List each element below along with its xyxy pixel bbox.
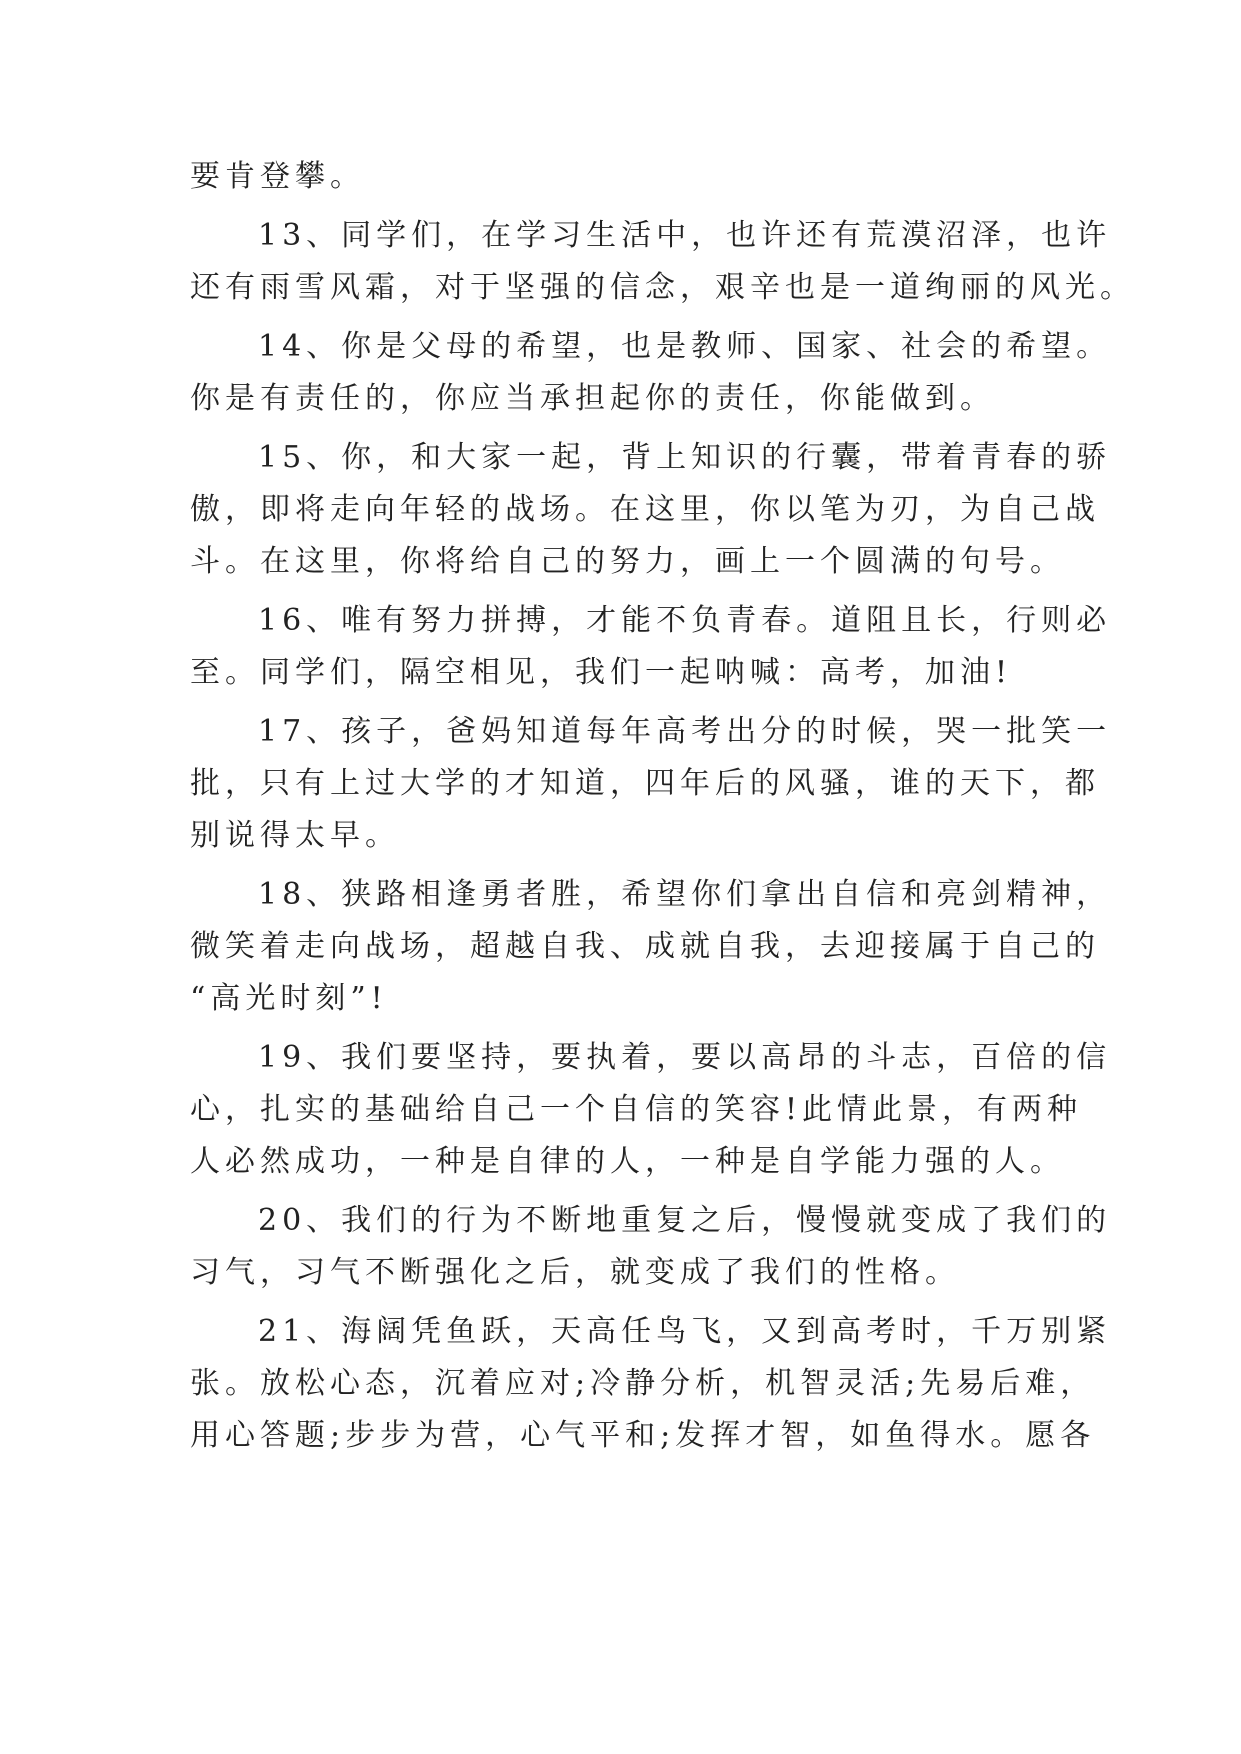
text-line: 至。同学们，隔空相见，我们一起呐喊：高考，加油!	[190, 655, 1013, 690]
paragraph-19-start: 19、我们要坚持，要执着，要以高昂的斗志，百倍的信	[258, 1040, 1112, 1075]
paragraph-17-start: 17、孩子，爸妈知道每年高考出分的时候，哭一批笑一	[258, 714, 1112, 749]
text-line: 心，扎实的基础给自己一个自信的笑容!此情此景，有两种	[190, 1092, 1083, 1127]
text-line: 用心答题;步步为营，心气平和;发挥才智，如鱼得水。愿各	[190, 1418, 1096, 1453]
text-line: 斗。在这里，你将给自己的努力，画上一个圆满的句号。	[190, 544, 1065, 579]
paragraph-20-start: 20、我们的行为不断地重复之后，慢慢就变成了我们的	[258, 1203, 1112, 1238]
text-line: 批，只有上过大学的才知道，四年后的风骚，谁的天下，都	[190, 766, 1100, 801]
text-line: “高光时刻”!	[190, 981, 388, 1016]
paragraph-13-start: 13、同学们，在学习生活中，也许还有荒漠沼泽，也许	[258, 218, 1112, 253]
text-line: 要肯登攀。	[190, 159, 365, 194]
text-line: 还有雨雪风霜，对于坚强的信念，艰辛也是一道绚丽的风光。	[190, 270, 1135, 305]
text-line: 人必然成功，一种是自律的人，一种是自学能力强的人。	[190, 1144, 1065, 1179]
paragraph-16-start: 16、唯有努力拼搏，才能不负青春。道阻且长，行则必	[258, 603, 1112, 638]
paragraph-15-start: 15、你，和大家一起，背上知识的行囊，带着青春的骄	[258, 440, 1112, 475]
text-line: 微笑着走向战场，超越自我、成就自我，去迎接属于自己的	[190, 929, 1100, 964]
paragraph-21-start: 21、海阔凭鱼跃，天高任鸟飞，又到高考时，千万别紧	[258, 1314, 1112, 1349]
text-line: 张。放松心态，沉着应对;冷静分析，机智灵活;先易后难，	[190, 1366, 1096, 1401]
text-line: 习气，习气不断强化之后，就变成了我们的性格。	[190, 1255, 960, 1290]
text-line: 你是有责任的，你应当承担起你的责任，你能做到。	[190, 381, 995, 416]
text-line: 傲，即将走向年轻的战场。在这里，你以笔为刃，为自己战	[190, 492, 1100, 527]
paragraph-14-start: 14、你是父母的希望，也是教师、国家、社会的希望。	[258, 329, 1112, 364]
paragraph-18-start: 18、狭路相逢勇者胜，希望你们拿出自信和亮剑精神，	[258, 877, 1112, 912]
text-line: 别说得太早。	[190, 818, 400, 853]
